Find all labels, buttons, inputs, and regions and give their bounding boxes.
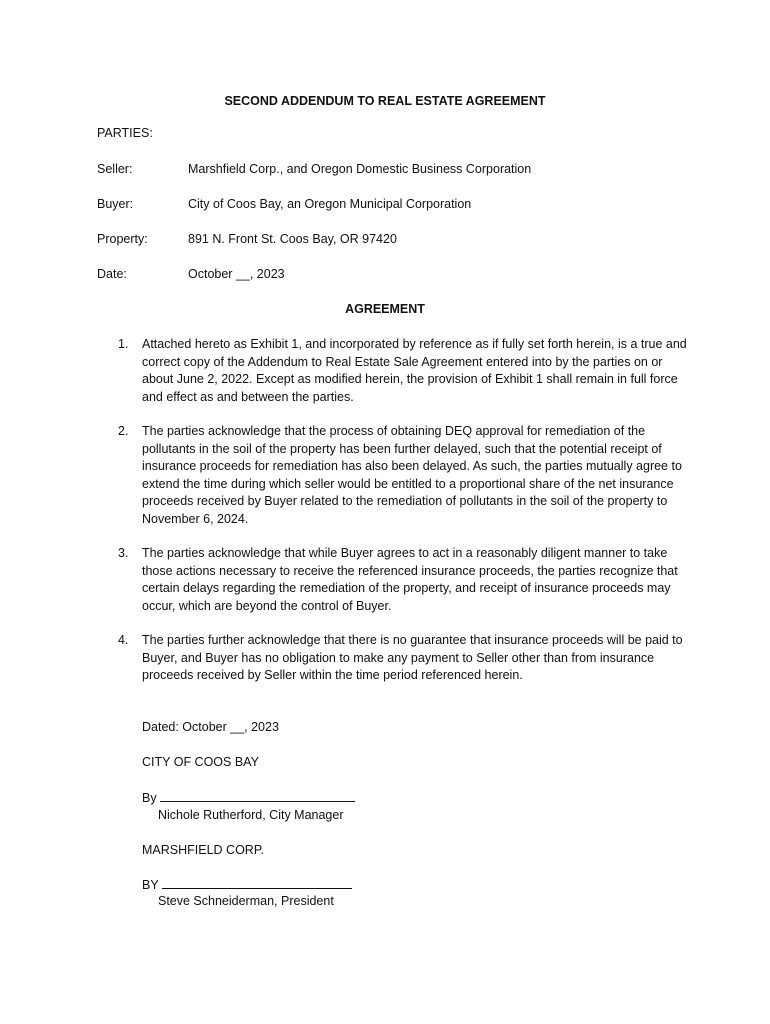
parties-heading: PARTIES: [97, 126, 153, 140]
clause-number: 4. [118, 633, 129, 647]
clause-number: 3. [118, 546, 129, 560]
party-label: Seller: [97, 162, 133, 176]
party-row-date [97, 266, 697, 284]
party-value: Marshfield Corp., and Oregon Domestic Business Corporation [188, 162, 532, 176]
city-signer: Nichole Rutherford, City Manager [158, 808, 344, 822]
clause-text: The parties acknowledge that the process of obtaining DEQ approval for remediation of the pollutants in the soil of the property has been further delayed, such that the potential receipt of insurance proceeds for remediation has also been delayed. As such, the parties mutually agree to extend the time during which seller would be entitled to a proportional share of the net insurance proceeds received by Buyer related to the remediation of pollutants in the soil of the property to November 6, 2024. [142, 424, 682, 526]
party-row-seller [97, 161, 697, 179]
city-signature-blank[interactable] [160, 789, 355, 802]
clause-3 [118, 545, 690, 615]
party-row-property [97, 231, 697, 249]
city-name: CITY OF COOS BAY [142, 755, 259, 769]
clause-text: The parties further acknowledge that there is no guarantee that insurance proceeds will be paid to Buyer, and Buyer has no obligation to make any payment to Seller other than from insurance proceeds received by Seller within the time period referenced herein. [142, 633, 683, 682]
clause-2 [118, 423, 690, 528]
city-signature-line [142, 789, 355, 808]
party-label: Buyer: [97, 197, 134, 211]
clause-number: 1. [118, 337, 129, 351]
party-value: October __, 2023 [188, 267, 285, 281]
corp-signature-blank[interactable] [162, 876, 352, 889]
city-by-label: By [142, 791, 157, 805]
clause-text: The parties acknowledge that while Buyer agrees to act in a reasonably diligent manner to take those actions necessary to receive the referenced insurance proceeds, the parties recognize that certain delays regarding the remediation of the property, and receipt of insurance proceeds may occur, which are beyond the control of Buyer. [142, 546, 678, 613]
party-value: 891 N. Front St. Coos Bay, OR 97420 [188, 232, 397, 246]
document-title: SECOND ADDENDUM TO REAL ESTATE AGREEMENT [224, 94, 546, 108]
party-label: Property: [97, 232, 148, 246]
corp-by-label: BY [142, 878, 159, 892]
party-label: Date: [97, 267, 127, 281]
clause-text: Attached hereto as Exhibit 1, and incorporated by reference as if fully set forth herein, is a true and correct copy of the Addendum to Real Estate Sale Agreement entered into by the parties on or about June 2, 2022. Except as modified herein, the provision of Exhibit 1 shall remain in full force and effect as and between the parties. [142, 337, 687, 404]
corp-name: MARSHFIELD CORP. [142, 843, 265, 857]
corp-signature-line [142, 876, 352, 895]
clause-4 [118, 632, 690, 685]
party-value: City of Coos Bay, an Oregon Municipal Corporation [188, 197, 472, 211]
dated-line: Dated: October __, 2023 [142, 720, 279, 734]
corp-signer: Steve Schneiderman, President [158, 894, 334, 908]
clause-1 [118, 336, 690, 406]
party-row-buyer [97, 196, 697, 214]
clause-number: 2. [118, 424, 129, 438]
agreement-heading: AGREEMENT [345, 302, 425, 316]
